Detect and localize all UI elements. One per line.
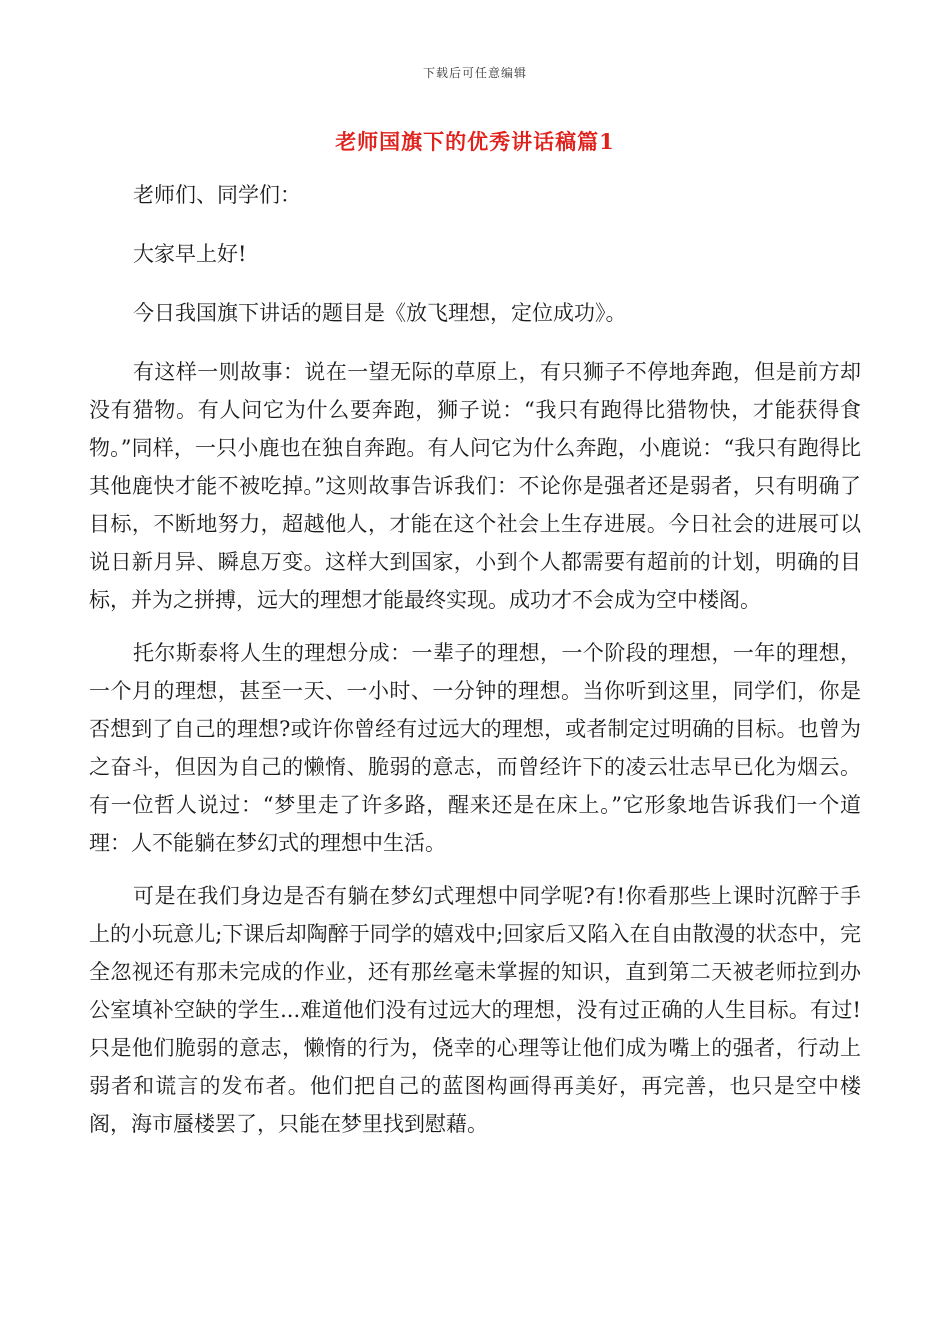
header-note: 下载后可任意编辑 <box>422 66 527 80</box>
document-title: 老师国旗下的优秀讲话稿篇1 <box>335 129 615 154</box>
body-paragraph: 可是在我们身边是否有躺在梦幻式理想中同学呢?有!你看那些上课时沉醉于手上的小玩意儿;下课后却陶醉于同学的嬉戏中;回家后又陷入在自由散漫的状态中，完全忽视还有那未完成的作业，还有那丝毫未掌握的知识，直到第二天被老师拉到办公室填补空缺的学生...难道他们没有过远大的理想，没有过正确的人生目标。有过!只是他们脆弱的意志，懒惰的行为，侥幸的心理等让他们成为嘴上的强者，行动上弱者和谎言的发布者。他们把自己的蓝图构画得再美好，再完善，也只是空中楼阁，海市蜃楼罢了，只能在梦里找到慰藉。 <box>89 884 861 1136</box>
body-paragraph: 有这样一则故事：说在一望无际的草原上，有只狮子不停地奔跑，但是前方却没有猎物。有人问它为什么要奔跑，狮子说：“我只有跑得比猎物快，才能获得食物。”同样，一只小鹿也在独自奔跑。有人问它为什么奔跑，小鹿说：“我只有跑得比其他鹿快才能不被吃掉。”这则故事告诉我们：不论你是强者还是弱者，只有明确了目标，不断地努力，超越他人，才能在这个社会上生存进展。今日社会的进展可以说日新月异、瞬息万变。这样大到国家，小到个人都需要有超前的计划，明确的目标，并为之拼搏，远大的理想才能最终实现。成功才不会成为空中楼阁。 <box>89 360 861 612</box>
speech-topic: 今日我国旗下讲话的题目是《放飞理想，定位成功》。 <box>133 301 627 325</box>
body-paragraph: 托尔斯泰将人生的理想分成：一辈子的理想，一个阶段的理想，一年的理想，一个月的理想，甚至一天、一小时、一分钟的理想。当你听到这里，同学们，你是否想到了自己的理想?或许你曾经有过远大的理想，或者制定过明确的目标。也曾为之奋斗，但因为自己的懒惰、脆弱的意志，而曾经许下的凌云壮志早已化为烟云。有一位哲人说过：“梦里走了许多路，醒来还是在床上。”它形象地告诉我们一个道理：人不能躺在梦幻式的理想中生活。 <box>89 641 861 855</box>
salutation: 老师们、同学们： <box>133 183 301 207</box>
document-body <box>89 176 861 1158</box>
greeting: 大家早上好! <box>133 242 247 266</box>
